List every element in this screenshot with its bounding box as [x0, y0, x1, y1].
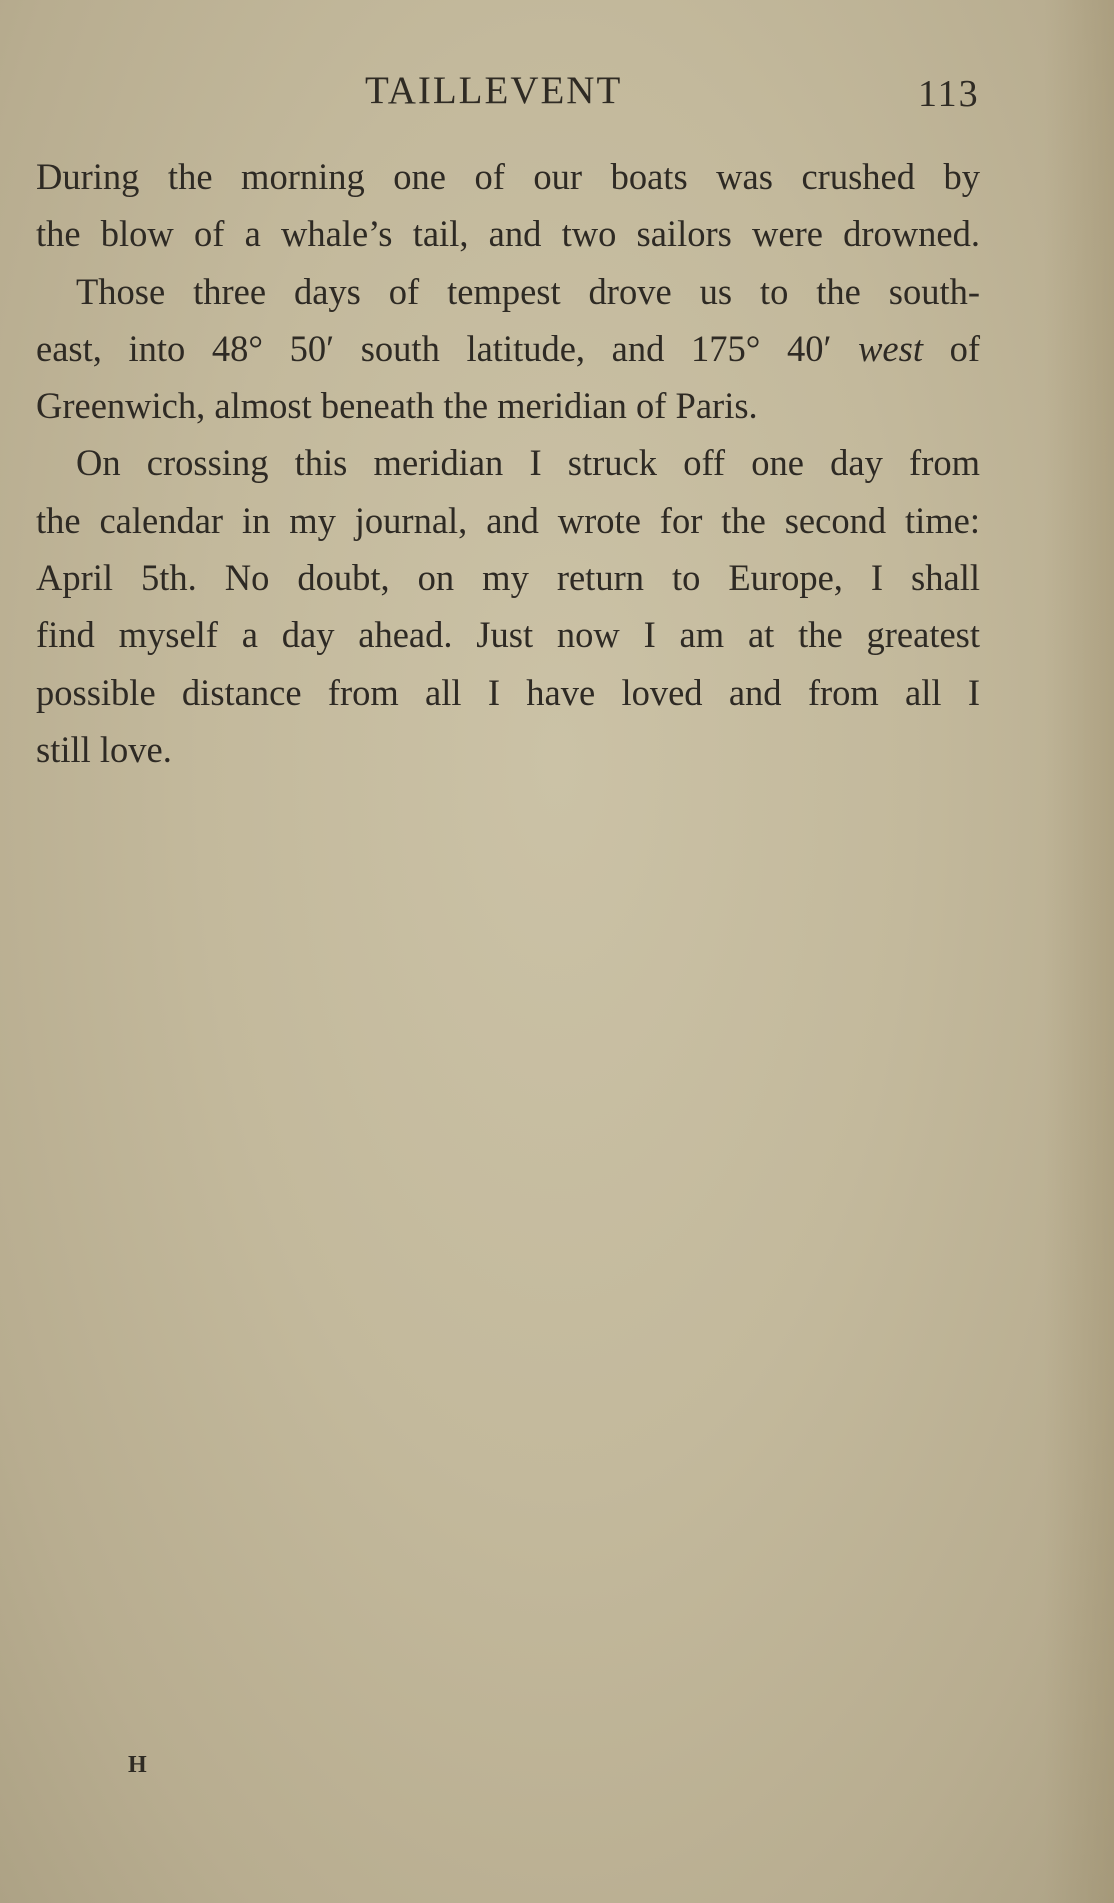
page-edge-shadow: [1044, 0, 1114, 1903]
page-number: 113: [918, 73, 980, 115]
signature-mark: H: [128, 1752, 147, 1778]
page-header: [0, 68, 1114, 118]
text-line: still love.: [36, 728, 172, 770]
text-line: April 5th. No doubt, on my return to Europe, I shall: [36, 557, 980, 599]
text-line: the calendar in my journal, and wrote for the second time:: [36, 499, 980, 541]
running-head: TAILLEVENT: [365, 69, 623, 112]
text-line: Those three days of tempest drove us to the south-: [76, 270, 980, 312]
text-line: Greenwich, almost beneath the meridian of Paris.: [36, 385, 758, 427]
text-line: During the morning one of our boats was crushed by: [36, 156, 980, 197]
text-line: the blow of a whale’s tail, and two sailors were drowned.: [36, 213, 980, 255]
text-line: find myself a day ahead. Just now I am at the greatest: [36, 614, 980, 656]
text-line: east, into 48° 50′ south latitude, and 175° 40′ west of: [36, 327, 980, 369]
text-line: On crossing this meridian I struck off one day from: [76, 442, 980, 484]
text-line: possible distance from all I have loved and from all I: [36, 671, 980, 713]
body-text: [36, 148, 980, 778]
